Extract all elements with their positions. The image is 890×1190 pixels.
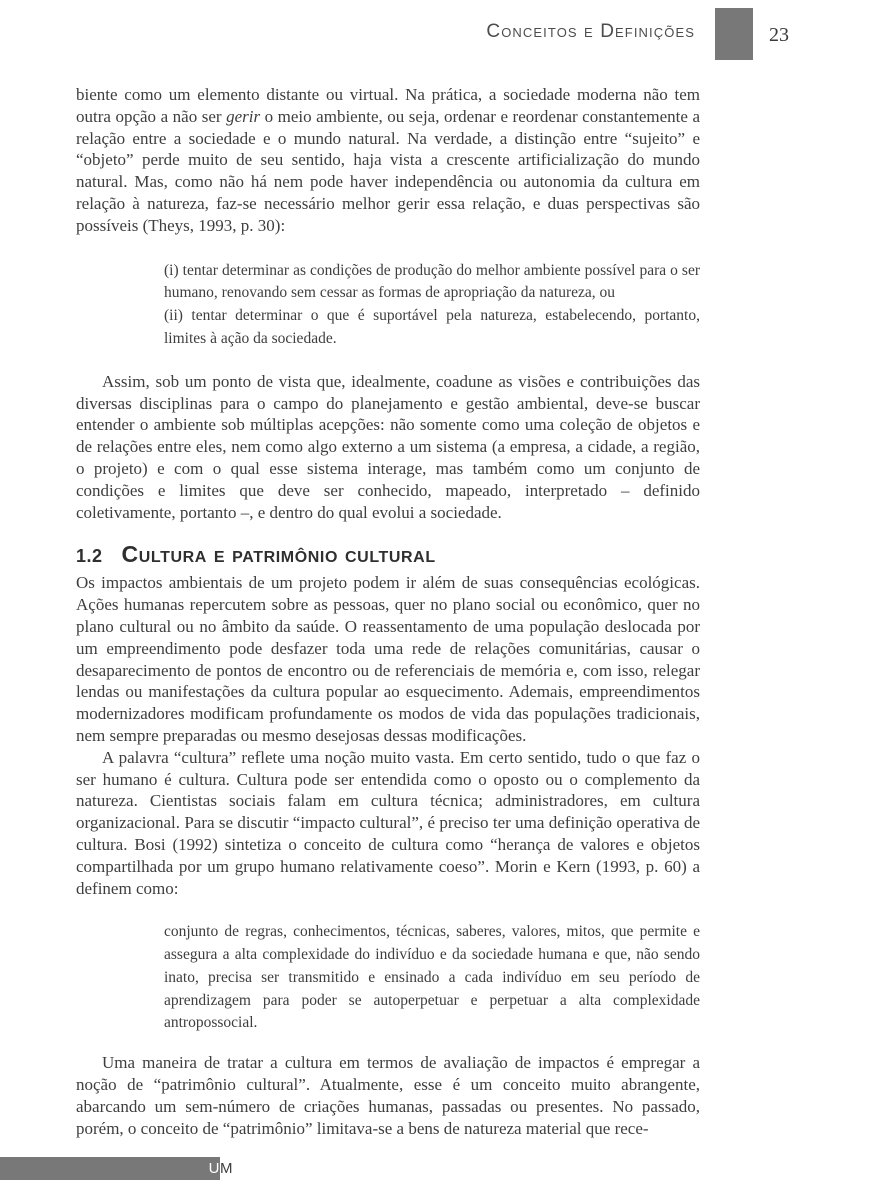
text-column <box>76 84 700 1139</box>
chapter-marker-letter-m: M <box>220 1160 233 1177</box>
quote-item-ii: (ii) tentar determinar o que é suportável pela natureza, estabelecendo, portanto, limites à ação da sociedade. <box>164 307 700 347</box>
section-heading <box>76 542 700 569</box>
chapter-marker <box>0 1157 233 1180</box>
paragraph-assim: Assim, sob um ponto de vista que, idealmente, coadune as visões e contribuições das diversas disciplinas para o campo do planejamento e gestão ambiental, deve-se buscar entender o ambiente sob múltiplas acepções: não somente como uma coleção de objetos e de relações entre eles, nem como algo externo a um sistema (a empresa, a cidade, a região, o projeto) e com o qual esse sistema interage, mas também como um conjunto de condições e limites que deve ser conhecido, mapeado, interpretado – definido coletivamente, portanto –, e dentro do qual evolui a sociedade. <box>76 371 700 522</box>
quote-text: conjunto de regras, conhecimentos, técnicas, saberes, valores, mitos, que permite e assegura a alta complexidade do indivíduo e da sociedade humana e que, não sendo inato, precisa ser transmitido e ensinado a cada indivíduo em seu período de aprendizagem para poder se autoperpetuar e perpetuar a alta complexidade antropossocial. <box>164 923 700 1032</box>
block-quote-theys <box>164 260 700 351</box>
section-number: 1.2 <box>76 546 103 567</box>
page-number: 23 <box>769 24 789 46</box>
italic-term: gerir <box>226 106 261 126</box>
section-title: Cultura e patrimônio cultural <box>121 541 436 568</box>
paragraph-text: o meio ambiente, ou seja, ordenar e reordenar constantemente a relação entre a sociedade e o mundo natural. Na verdade, a distinção entre “sujeito” e “objeto” perde muito de seu sentido, haja vista a crescente artificialização do mundo natural. Mas, como não há nem pode haver independência ou autonomia da cultura em relação à natureza, faz-se necessário melhor gerir essa relação, e duas perspectivas são possíveis (Theys, 1993, p. 30): <box>76 106 700 235</box>
paragraph-impactos: Os impactos ambientais de um projeto podem ir além de suas consequências ecológicas. Ações humanas repercutem sobre as pessoas, quer no plano social ou econômico, quer no plano cultural ou no âmbito da saúde. O reassentamento de uma população deslocada por um empreendimento pode desfazer toda uma rede de relações comunitárias, causar o desaparecimento de pontos de encontro ou de referenciais de memória e, com isso, relegar lendas ou manifestações da cultura popular ao esquecimento. Ademais, empreendimentos modernizadores modificam profundamente os modos de vida das populações tradicionais, nem sempre preparadas ou mesmo desejosas dessas modificações. <box>76 573 700 745</box>
paragraph-palavra-cultura: A palavra “cultura” reflete uma noção muito vasta. Em certo sentido, tudo o que faz o ser humano é cultura. Cultura pode ser entendida como o oposto ou o complemento da natureza. Cientistas sociais falam em cultura técnica; administradores, em cultura organizacional. Para se discutir “impacto cultural”, é preciso ter uma definição operativa de cultura. Bosi (1992) sintetiza o conceito de cultura como “herança de valores e objetos compartilhada por um grupo humano relativamente coeso”. Morin e Kern (1993, p. 60) a definem como: <box>76 747 700 898</box>
paragraph-continuation <box>76 84 700 237</box>
quote-item-i: (i) tentar determinar as condições de produção do melhor ambiente possível para o ser humano, renovando sem cessar as formas de apropriação da natureza, ou <box>164 261 700 302</box>
block-quote-morin-kern <box>164 921 700 1035</box>
paragraph-patrimonio: Uma maneira de tratar a cultura em termos de avaliação de impactos é empregar a noção de “patrimônio cultural”. Atualmente, esse é um conceito muito abrangente, abarcando um sem-número de criações humanas, passadas ou presentes. No passado, porém, o conceito de “patrimônio” limitava-se a bens de natureza material que rece- <box>76 1053 700 1138</box>
paragraph-text: biente como um elemento distante ou virtual. Na prática, a sociedade moderna não tem outra opção a não ser <box>76 85 700 126</box>
header-gray-block <box>715 8 753 60</box>
running-header-title: Conceitos e Definições <box>486 21 695 42</box>
chapter-marker-letter-u: U <box>208 1160 220 1177</box>
